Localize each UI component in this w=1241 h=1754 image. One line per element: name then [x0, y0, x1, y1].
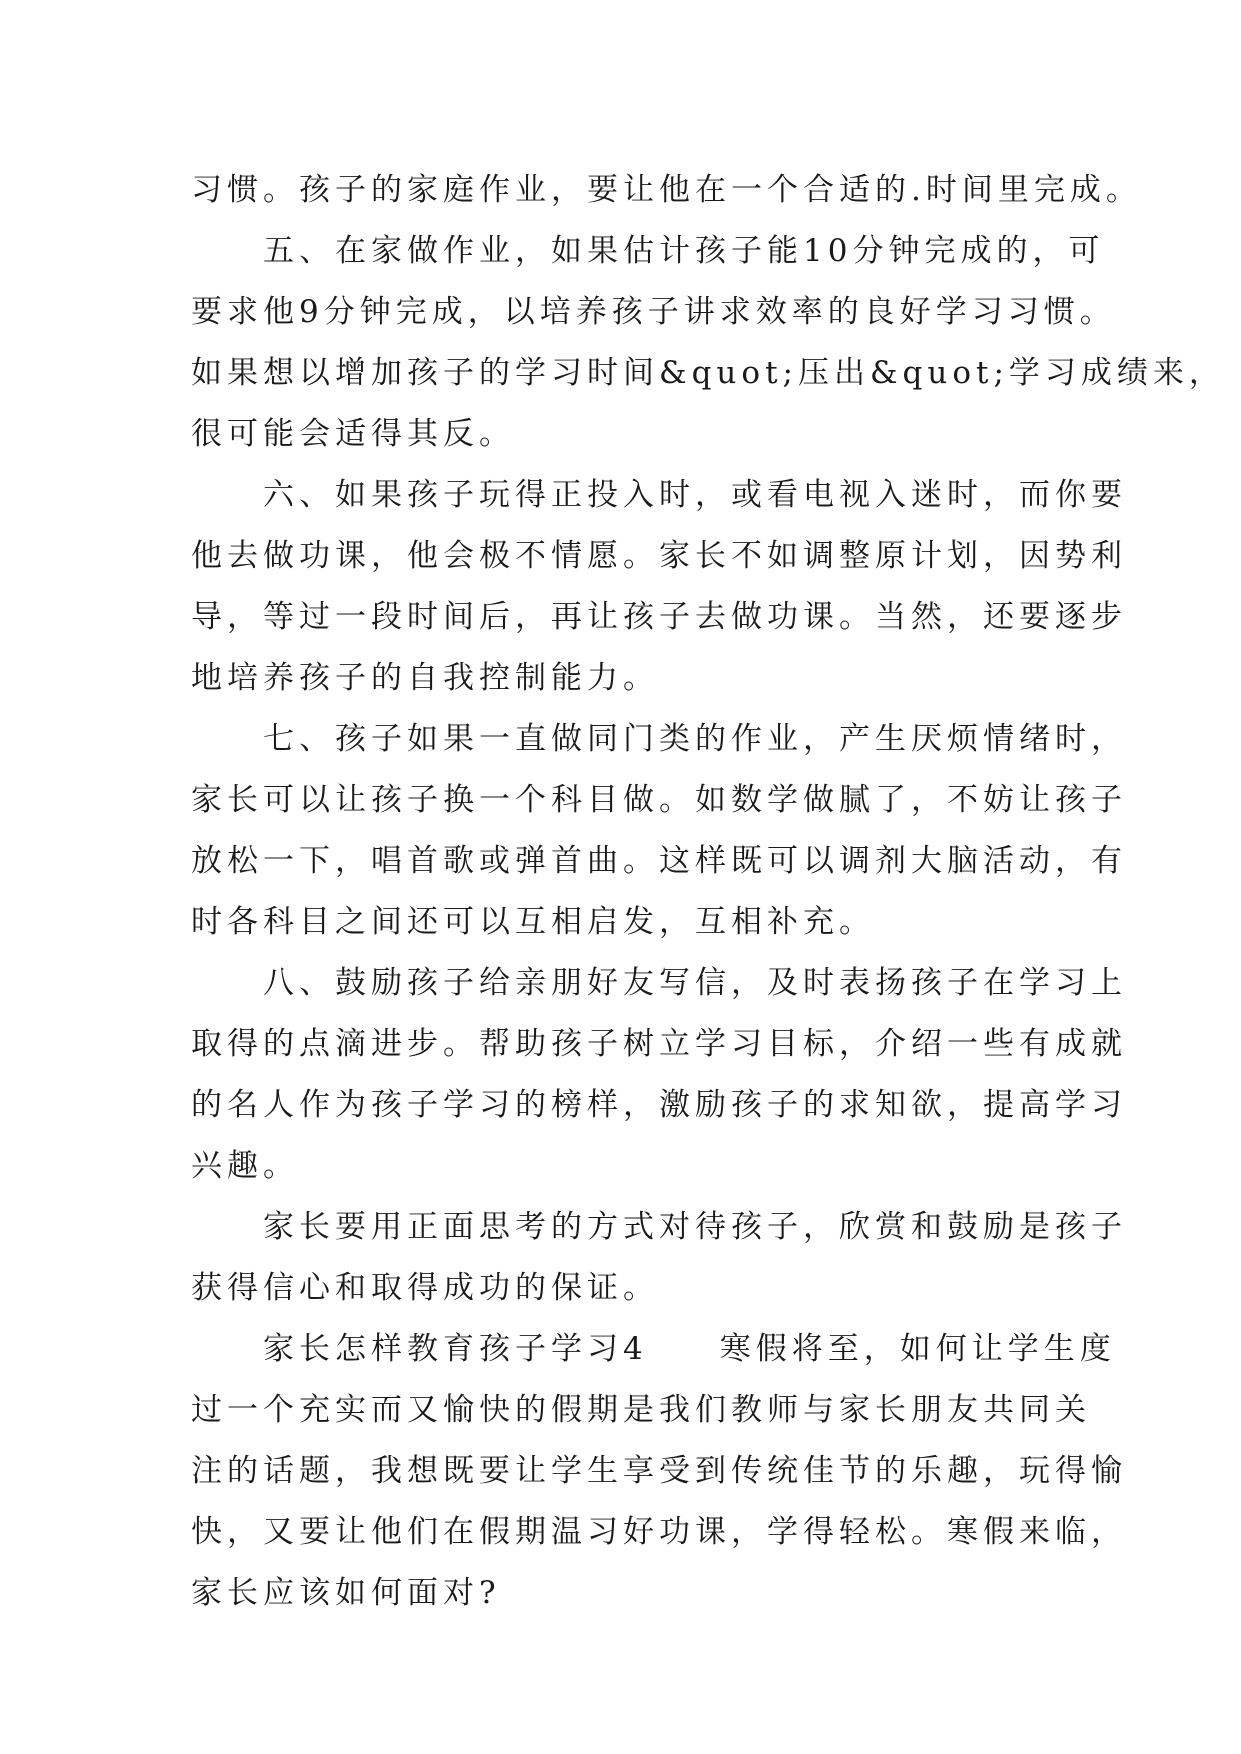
text-line: 的名人作为孩子学习的榜样，激励孩子的求知欲，提高学习 [191, 1087, 1127, 1123]
text-line: 注的话题，我想既要让学生享受到传统佳节的乐趣，玩得愉 [191, 1453, 1127, 1489]
text-line: 家长应该如何面对? [191, 1575, 501, 1611]
text-line: 取得的点滴进步。帮助孩子树立学习目标，介绍一些有成就 [191, 1026, 1127, 1062]
document-body [191, 160, 1225, 1624]
text-line: 家长可以让孩子换一个科目做。如数学做腻了，不妨让孩子 [191, 782, 1127, 818]
text-line: 要求他9分钟完成，以培养孩子讲求效率的良好学习习惯。 [191, 294, 1116, 330]
text-line: 五、在家做作业，如果估计孩子能10分钟完成的，可 [191, 233, 1105, 269]
text-line: 导，等过一段时间后，再让孩子去做功课。当然，还要逐步 [191, 599, 1127, 635]
text-line: 习惯。孩子的家庭作业，要让他在一个合适的.时间里完成。 [191, 172, 1142, 208]
text-line: 如果想以增加孩子的学习时间&quot;压出&quot;学习成绩来， [191, 355, 1225, 391]
text-line: 时各科目之间还可以互相启发，互相补充。 [191, 904, 875, 940]
text-line: 他去做功课，他会极不情愿。家长不如调整原计划，因势利 [191, 538, 1127, 574]
text-line: 地培养孩子的自我控制能力。 [191, 660, 659, 696]
text-line: 家长怎样教育孩子学习4 寒假将至，如何让学生度 [191, 1331, 1116, 1367]
text-line: 八、鼓励孩子给亲朋好友写信，及时表扬孩子在学习上 [191, 965, 1127, 1001]
text-line: 家长要用正面思考的方式对待孩子，欣赏和鼓励是孩子 [191, 1209, 1127, 1245]
text-line: 六、如果孩子玩得正投入时，或看电视入迷时，而你要 [191, 477, 1127, 513]
text-line: 七、孩子如果一直做同门类的作业，产生厌烦情绪时， [191, 721, 1127, 757]
text-line: 快，又要让他们在假期温习好功课，学得轻松。寒假来临， [191, 1514, 1127, 1550]
text-line: 很可能会适得其反。 [191, 416, 515, 452]
text-line: 兴趣。 [191, 1148, 299, 1184]
text-line: 获得信心和取得成功的保证。 [191, 1270, 659, 1306]
text-line: 过一个充实而又愉快的假期是我们教师与家长朋友共同关 [191, 1392, 1091, 1428]
text-line: 放松一下，唱首歌或弹首曲。这样既可以调剂大脑活动，有 [191, 843, 1127, 879]
